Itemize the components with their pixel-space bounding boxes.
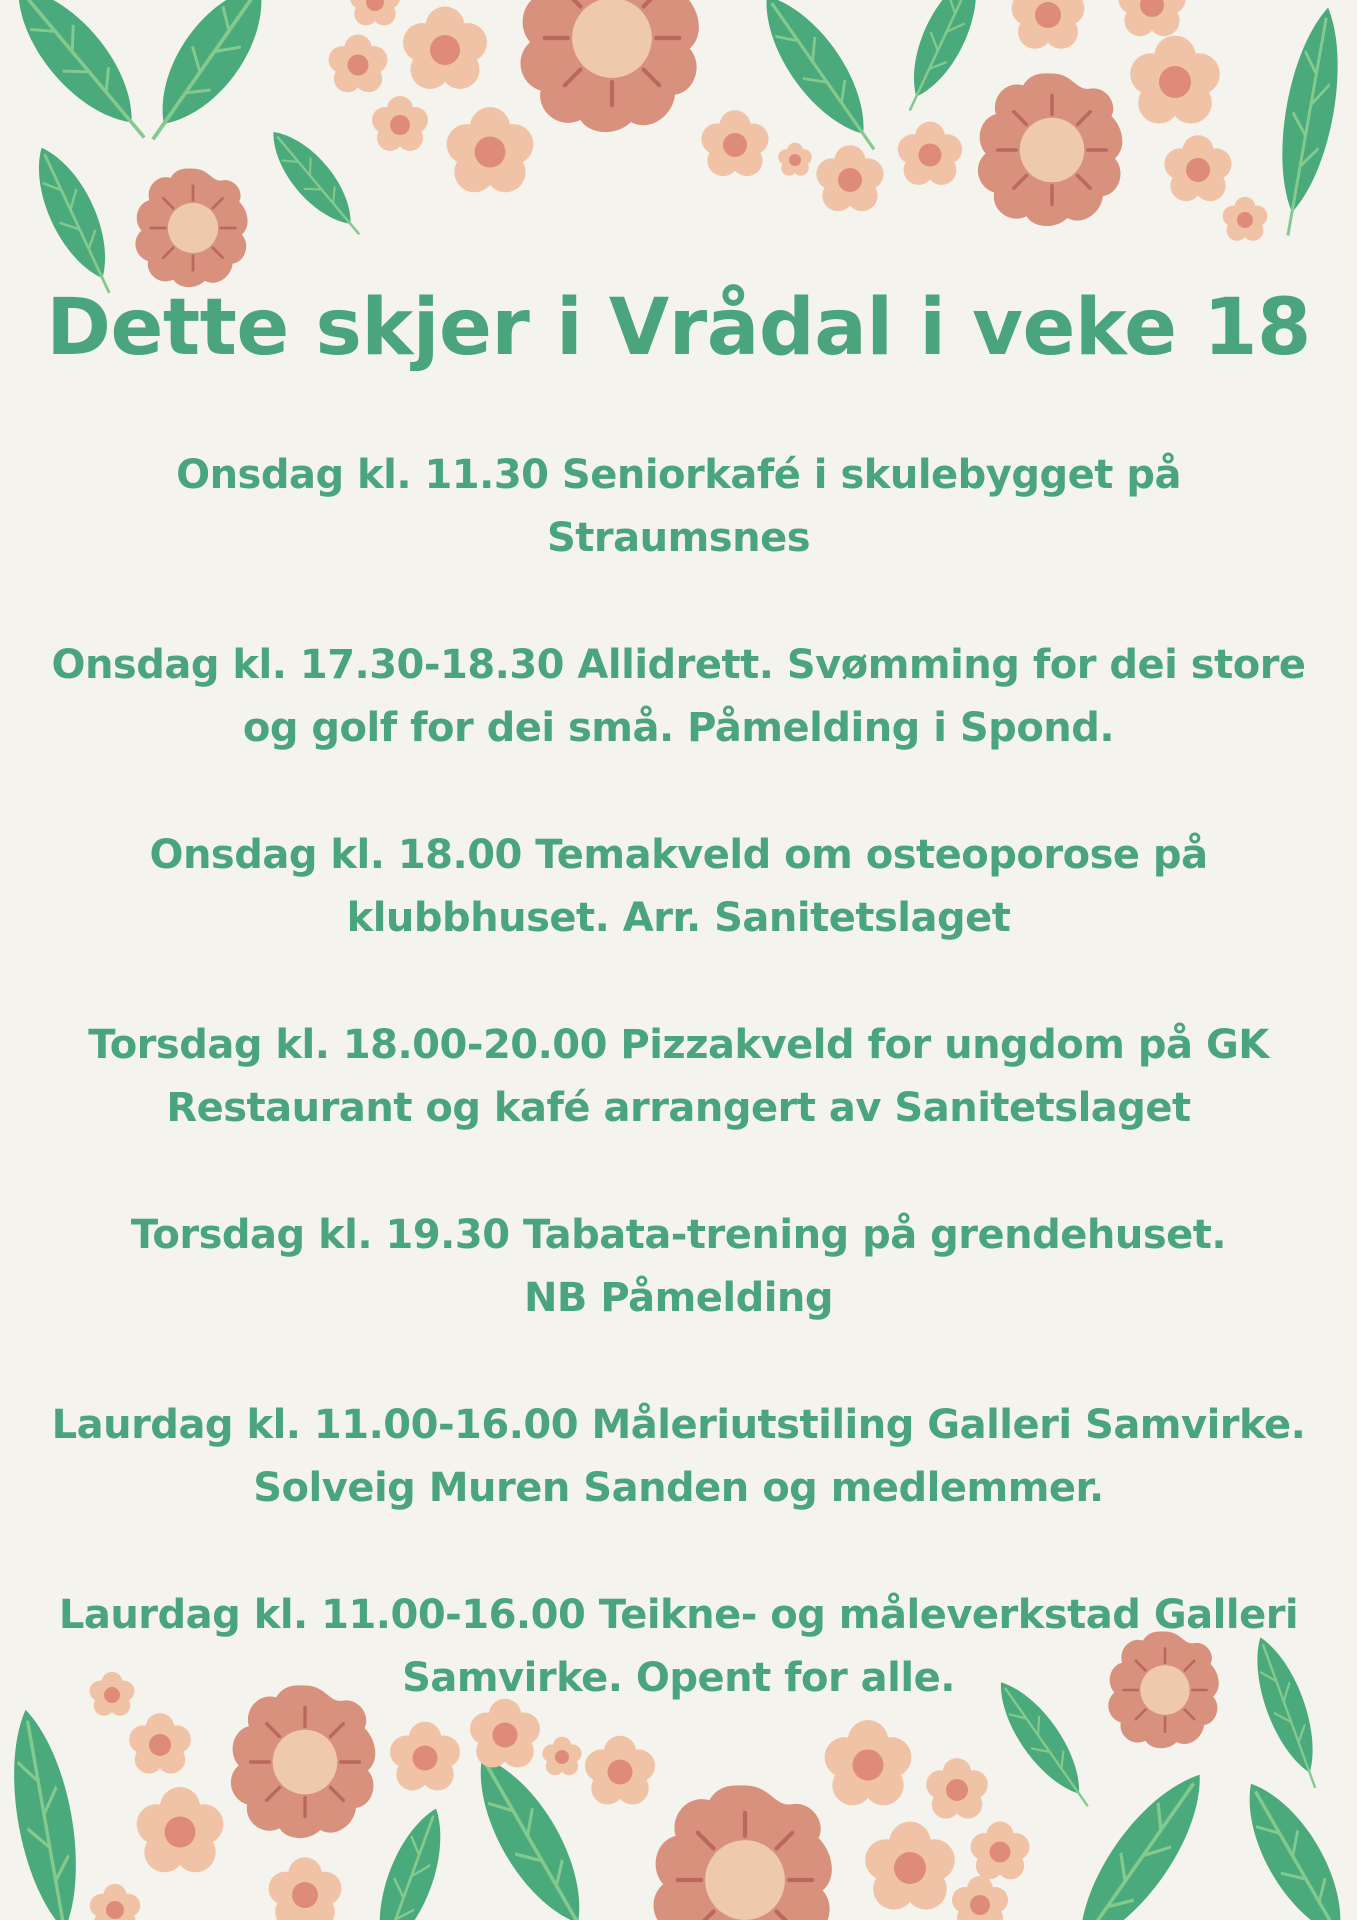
leaf-icon <box>259 120 374 247</box>
flower-icon <box>865 1822 955 1910</box>
leaf-icon <box>1265 3 1352 239</box>
event-line: og golf for dei små. Påmelding i Spond. <box>242 705 1115 751</box>
event-line: NB Påmelding <box>523 1275 834 1321</box>
flower-icon <box>1164 135 1231 201</box>
event-item <box>0 824 1357 950</box>
flower-icon <box>135 169 247 288</box>
flower-icon <box>542 1737 581 1776</box>
leaf-icon <box>357 1801 456 1920</box>
event-line: Onsdag kl. 18.00 Temakveld om osteoporose på <box>149 832 1208 878</box>
flower-icon <box>350 0 400 25</box>
event-line: Samvirke. Opent for alle. <box>402 1655 955 1701</box>
flower-icon <box>372 96 428 151</box>
event-line: Restaurant og kafé arrangert av Sanitetslaget <box>166 1085 1191 1131</box>
event-item <box>0 1204 1357 1330</box>
flower-icon <box>1130 36 1220 124</box>
flower-icon <box>1012 0 1085 49</box>
flower-icon <box>701 110 768 176</box>
flower-icon <box>1223 197 1268 241</box>
flower-icon <box>898 122 962 185</box>
flower-icon <box>1118 0 1185 36</box>
event-line: Torsdag kl. 18.00-20.00 Pizzakveld for ungdom på GK <box>88 1022 1269 1068</box>
flower-icon <box>269 1857 342 1920</box>
event-line: Torsdag kl. 19.30 Tabata-trening på grendehuset. <box>130 1212 1227 1258</box>
event-line: Straumsnes <box>546 515 811 561</box>
event-item <box>0 634 1357 760</box>
event-line: Laurdag kl. 11.00-16.00 Teikne- og måleverkstad Galleri <box>58 1592 1299 1638</box>
leaf-icon <box>1228 1770 1357 1920</box>
flower-icon <box>403 7 487 90</box>
flower-icon <box>978 73 1122 226</box>
leaf-icon <box>891 0 992 119</box>
flower-icon <box>329 35 388 93</box>
leaf-icon <box>0 0 166 156</box>
flower-icon <box>825 1720 912 1805</box>
flower-icon <box>137 1787 224 1872</box>
flower-icon <box>816 145 883 211</box>
top-decoration <box>0 0 1351 302</box>
flower-icon <box>447 107 534 192</box>
event-line: Laurdag kl. 11.00-16.00 Måleriutstiling Galleri Samvirke. <box>51 1402 1306 1448</box>
flower-icon <box>952 1876 1008 1920</box>
event-item <box>0 1394 1357 1520</box>
leaf-icon <box>0 1705 95 1920</box>
event-line: klubbhuset. Arr. Sanitetslaget <box>346 895 1011 941</box>
flower-icon <box>90 1884 140 1920</box>
event-line: Solveig Muren Sanden og medlemmer. <box>253 1465 1104 1511</box>
flower-icon <box>653 1785 831 1920</box>
event-line: Onsdag kl. 17.30-18.30 Allidrett. Svømming for dei store <box>51 642 1306 688</box>
poster-title: Dette skjer i Vrådal i veke 18 <box>46 283 1311 373</box>
flower-icon <box>585 1736 655 1805</box>
flower-icon <box>778 143 812 176</box>
event-item <box>0 1584 1357 1710</box>
flower-icon <box>390 1722 460 1791</box>
flower-icon <box>926 1758 988 1819</box>
event-item <box>0 1014 1357 1140</box>
flower-icon <box>520 0 698 132</box>
event-item <box>0 444 1357 570</box>
leaf-icon <box>128 0 284 156</box>
flower-icon <box>971 1822 1030 1880</box>
flower-icon <box>129 1713 191 1774</box>
event-line: Onsdag kl. 11.30 Seniorkafé i skulebygget på <box>176 452 1181 498</box>
